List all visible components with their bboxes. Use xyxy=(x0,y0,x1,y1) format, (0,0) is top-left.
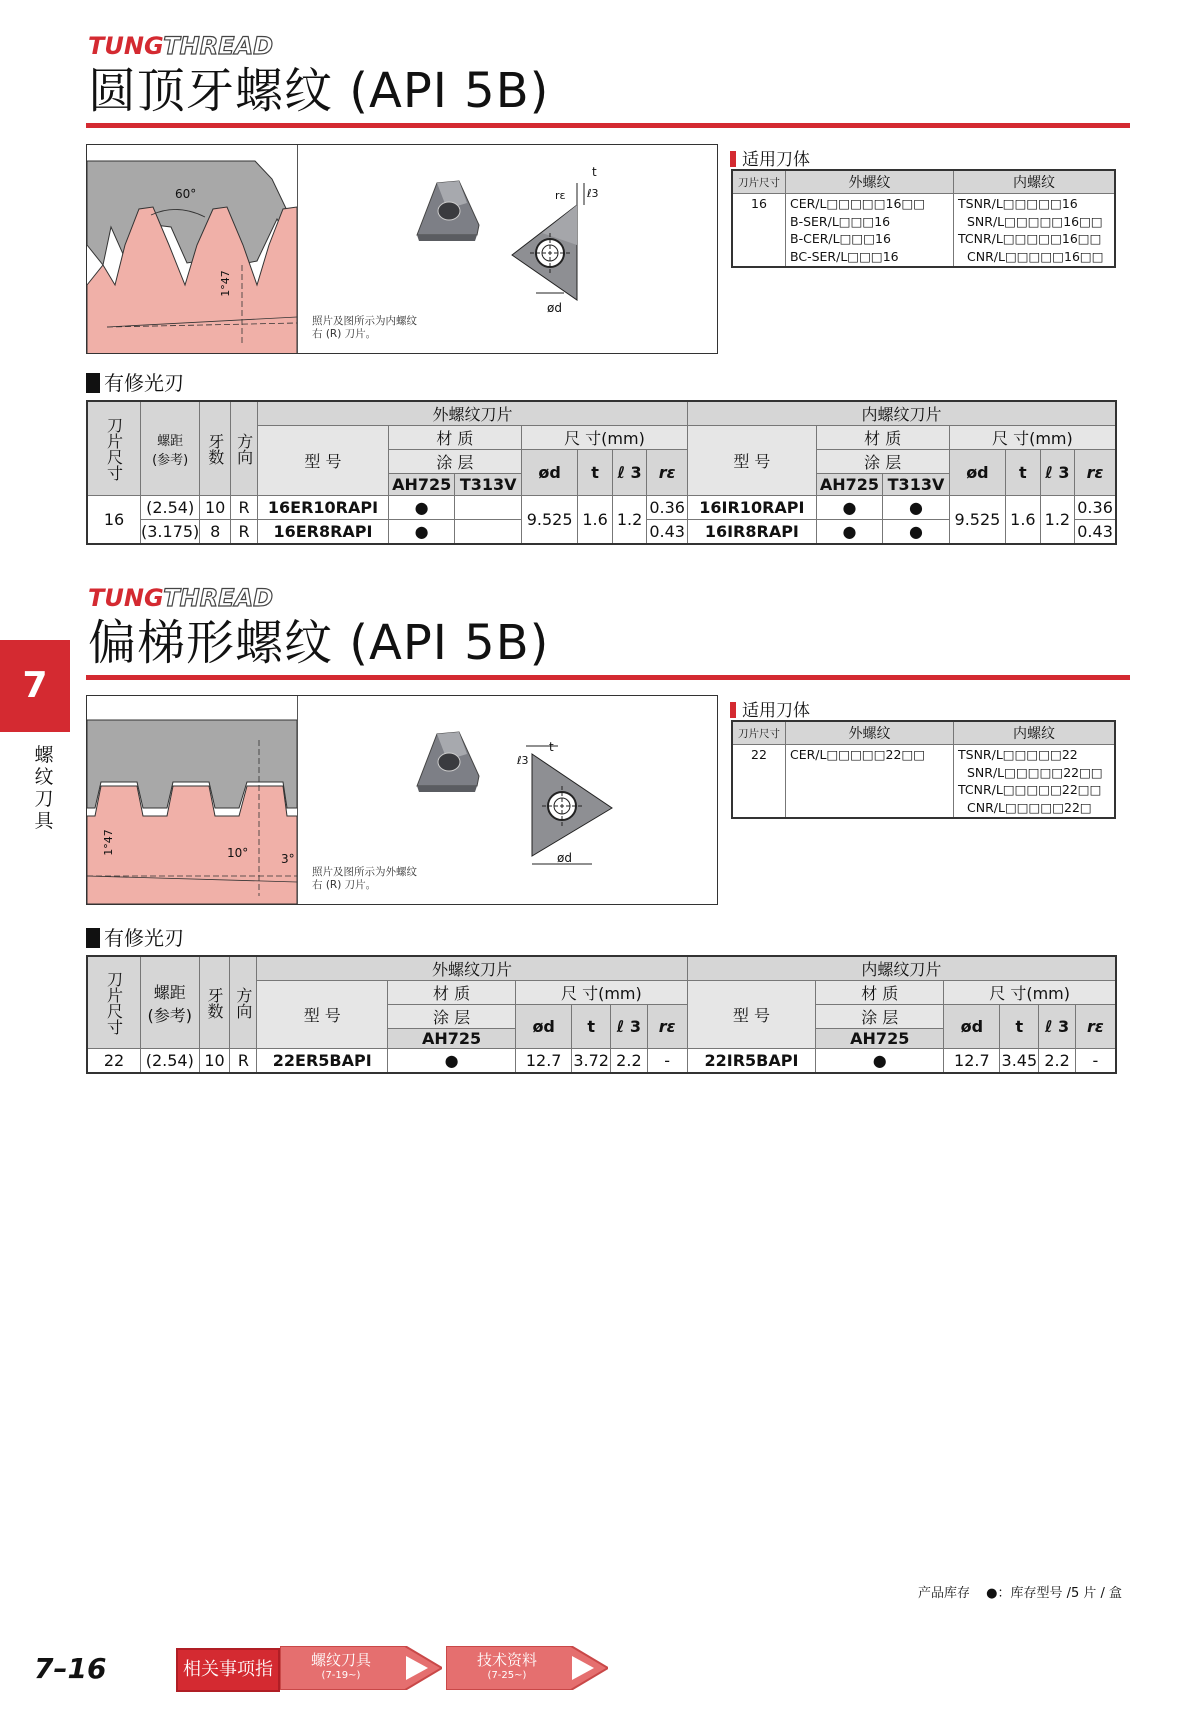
thread-figure xyxy=(86,144,718,354)
insert-photo xyxy=(407,175,487,245)
applicable-holders-heading: 适用刀体 xyxy=(730,696,810,721)
title-rule xyxy=(86,123,1130,128)
applicable-holders-table: 刀片尺寸 外螺纹 内螺纹 16 CER/L□□□□□16□□ B-SER/L□□□16 B-CER/L□□□16 BC-SER/L□□□16 TSNR/L□□□□□16 SNR/L□□□□□16□□ TCNR/L□□□□□16□□ CNR/L□□□□□16□□ xyxy=(731,169,1116,268)
chapter-label: 螺纹刀具 xyxy=(34,744,54,832)
table-row: 16 (2.54) 10 R 16ER10RAPI ● 9.525 1.6 1.2 0.36 16IR10RAPI ● ● 9.525 1.6 1.2 0.36 xyxy=(87,496,1116,520)
applicable-holders-heading: 适用刀体 xyxy=(730,145,810,170)
dim-t: t xyxy=(549,740,554,754)
angle-label-147: 1°47 xyxy=(218,270,232,297)
angle-label-10: 10° xyxy=(227,846,249,860)
dim-l3: ℓ3 xyxy=(587,187,599,200)
table-heading: 有修光刃 xyxy=(86,367,184,396)
insert-dimension-drawing xyxy=(512,736,662,876)
brand-logo: TUNGTHREAD xyxy=(88,584,274,612)
table-row: (3.175) 8 R 16ER8RAPI ● 0.43 16IR8RAPI ● ● 0.43 xyxy=(87,520,1116,544)
dim-od: ød xyxy=(547,301,562,315)
table-heading: 有修光刃 xyxy=(86,922,184,951)
thread-profile-diagram xyxy=(87,696,298,904)
dim-l3: ℓ3 xyxy=(517,754,529,767)
angle-label-60: 60° xyxy=(175,187,197,201)
figure-caption: 照片及图所示为内螺纹 右 (R) 刀片。 xyxy=(312,315,417,340)
figure-caption: 照片及图所示为外螺纹 右 (R) 刀片。 xyxy=(312,866,417,891)
brand-logo: TUNGTHREAD xyxy=(88,32,274,60)
table-row: 22 (2.54) 10 R 22ER5BAPI ● 12.7 3.72 2.2 - 22IR5BAPI ● 12.7 3.45 2.2 - xyxy=(87,1049,1116,1073)
angle-label-147: 1°47 xyxy=(101,829,115,856)
insert-table-round: 刀片尺寸 螺距 (参考) 牙数 方向 外螺纹刀片 内螺纹刀片 型 号 材 质 尺 寸(mm) 型 号 材 质 尺 寸(mm) 涂 层 ød t ℓ 3 rε 涂 层 ød t ℓ 3 rε AH725 T313V AH725 T313V 16 (2.54) 10 R 16ER10RAPI ● 9.525 1.6 1.2 0.36 16IR10RAPI ● ● 9.525 1.6 1.2 0.36 (3.175) 8 R 16ER8RAPI ● 0.43 16IR8RAPI ● ● 0.43 xyxy=(86,400,1117,545)
stock-note: 产品库存 ●：库存型号 /5 片 / 盒 xyxy=(918,1586,1123,1601)
page-number: 7–16 xyxy=(34,1652,107,1685)
dim-t: t xyxy=(592,165,597,179)
thread-tools-button[interactable]: 螺纹刀具 (7-19~) xyxy=(280,1646,442,1690)
chapter-tab[interactable]: 7 xyxy=(0,640,70,732)
section-title: 偏梯形螺纹 (API 5B) xyxy=(88,615,550,671)
guide-button[interactable]: 相关事项指南 xyxy=(176,1648,280,1692)
thread-profile-diagram xyxy=(87,145,298,353)
thread-figure xyxy=(86,695,718,905)
title-rule xyxy=(86,675,1130,680)
dim-od: ød xyxy=(557,851,572,865)
section-title: 圆顶牙螺纹 (API 5B) xyxy=(88,63,550,119)
insert-table-buttress: 刀片尺寸 螺距 (参考) 牙数 方向 外螺纹刀片 内螺纹刀片 型 号 材 质 尺 寸(mm) 型 号 材 质 尺 寸(mm) 涂 层 ød t ℓ 3 rε 涂 层 ød t ℓ 3 rε AH725 AH725 22 (2.54) 10 R 22ER5BAPI ● 12.7 3.72 2.2 - 22IR5BAPI ● 12.7 3.45 2.2 - xyxy=(86,955,1117,1074)
applicable-holders-table: 刀片尺寸 外螺纹 内螺纹 22 CER/L□□□□□22□□ TSNR/L□□□□□22 SNR/L□□□□□22□□ TCNR/L□□□□□22□□ CNR/L□□□□□22□ xyxy=(731,720,1116,819)
insert-photo xyxy=(407,726,487,796)
tech-data-button[interactable]: 技术资料 (7-25~) xyxy=(446,1646,608,1690)
angle-label-3: 3° xyxy=(281,852,295,866)
dim-re: rε xyxy=(555,189,566,202)
